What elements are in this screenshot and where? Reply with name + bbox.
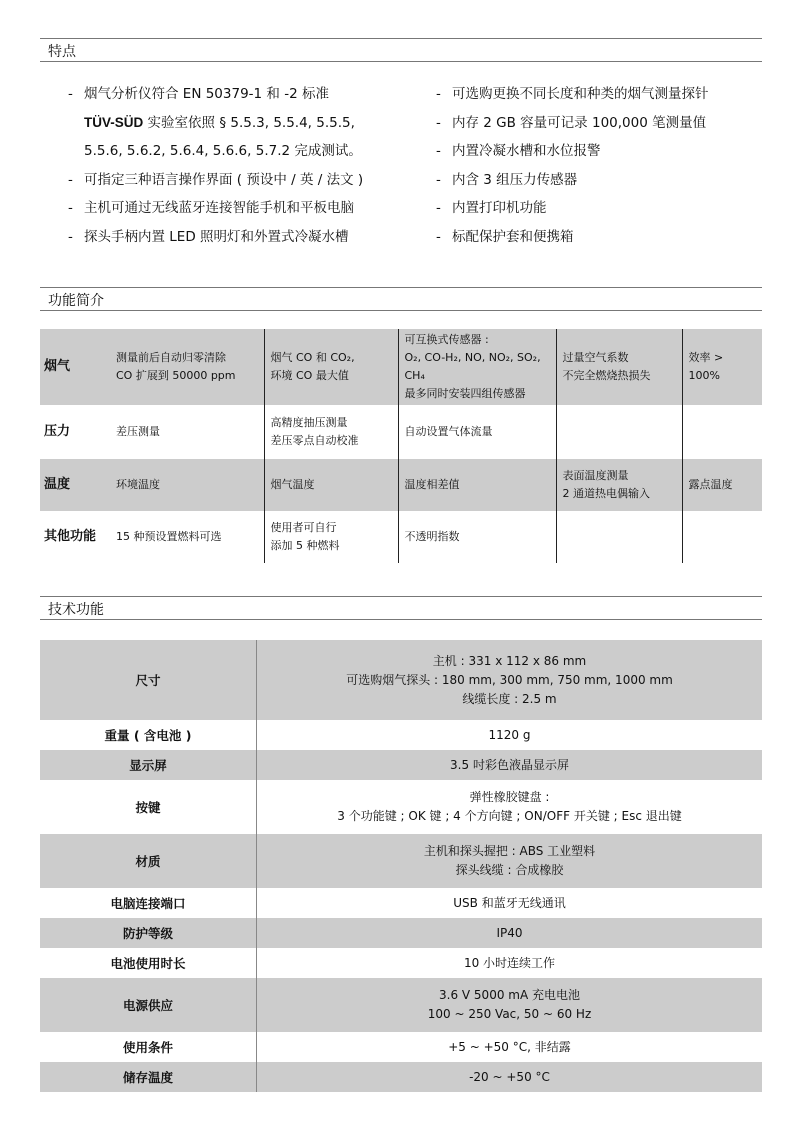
table-cell: 差压测量 [110,405,264,459]
spec-value: USB 和蓝牙无线通讯 [257,888,763,918]
spec-value: 主机和探头握把 : ABS 工业塑料 探头线缆 : 合成橡胶 [257,834,763,888]
functions-table [40,329,762,563]
table-row [40,640,762,720]
table-cell [556,405,682,459]
table-cell: 使用者可自行 添加 5 种燃料 [264,511,398,563]
functions-section-title: 功能简介 [48,293,104,309]
feature-item: - 内含 3 组压力传感器 [436,171,578,188]
feature-item: - 探头手柄内置 LED 照明灯和外置式冷凝水槽 [68,228,349,245]
table-cell: 可互换式传感器 : O₂, CO-H₂, NO, NO₂, SO₂, CH₄ 最多同时安装四组传感器 [398,329,556,405]
category-cell: 温度 [40,459,110,511]
table-row [40,1062,762,1092]
spec-value: 10 小时连续工作 [257,948,763,978]
table-cell: 温度相差值 [398,459,556,511]
table-row [40,918,762,948]
feature-item: TÜV-SÜD 实验室依照 § 5.5.3, 5.5.4, 5.5.5, 5.5.6, 5.6.2, 5.6.4, 5.6.6, 5.7.2 完成测试。 [84,114,362,160]
spec-label: 储存温度 [40,1062,257,1092]
table-row [40,948,762,978]
tuv-sud-label: TÜV-SÜD [84,114,144,130]
table-row [40,459,762,511]
features-right-column [436,80,766,252]
features-list [0,80,800,260]
table-cell: 高精度抽压测量 差压零点自动校准 [264,405,398,459]
table-cell: 露点温度 [682,459,762,511]
feature-item: - 可指定三种语言操作界面 ( 预设中 / 英 / 法文 ) [68,171,364,188]
spec-value: 3.5 吋彩色液晶显示屏 [257,750,763,780]
table-row [40,780,762,834]
category-cell: 其他功能 [40,511,110,563]
features-section-title: 特点 [48,44,76,60]
spec-value: 弹性橡胶键盘 : 3 个功能键 ; OK 键 ; 4 个方向键 ; ON/OFF 开关键 ; Esc 退出键 [257,780,763,834]
spec-label: 使用条件 [40,1032,257,1062]
table-row [40,511,762,563]
features-section-header [40,38,762,62]
feature-item: - 内置冷凝水槽和水位报警 [436,143,601,160]
feature-item: - 标配保护套和便携箱 [436,228,574,245]
table-cell: 效率 > 100% [682,329,762,405]
spec-label: 尺寸 [40,640,257,720]
specs-section-title: 技术功能 [48,602,104,618]
table-cell [682,511,762,563]
spec-value: 1120 g [257,720,763,750]
table-cell: 表面温度测量 2 通道热电偶输入 [556,459,682,511]
spec-label: 重量 ( 含电池 ) [40,720,257,750]
feature-item: - 可选购更换不同长度和种类的烟气测量探针 [436,86,709,102]
table-cell: 烟气 CO 和 CO₂, 环境 CO 最大值 [264,329,398,405]
table-row [40,720,762,750]
table-row [40,834,762,888]
table-cell: 测量前后自动归零清除 CO 扩展到 50000 ppm [110,329,264,405]
table-row [40,750,762,780]
feature-item: - 主机可通过无线蓝牙连接智能手机和平板电脑 [68,200,354,217]
table-row [40,888,762,918]
feature-item: - 内置打印机功能 [436,200,547,217]
spec-label: 材质 [40,834,257,888]
spec-value: IP40 [257,918,763,948]
table-cell: 自动设置气体流量 [398,405,556,459]
category-cell: 烟气 [40,329,110,405]
table-cell: 烟气温度 [264,459,398,511]
spec-label: 防护等级 [40,918,257,948]
table-row [40,978,762,1032]
spec-value: 3.6 V 5000 mA 充电电池 100 ~ 250 Vac, 50 ~ 60 Hz [257,978,763,1032]
functions-section-header [40,287,762,311]
table-cell: 过量空气系数 不完全燃烧热损失 [556,329,682,405]
feature-item: - 内存 2 GB 容量可记录 100,000 笔测量值 [436,114,707,131]
spec-label: 按键 [40,780,257,834]
spec-value: +5 ~ +50 °C, 非结露 [257,1032,763,1062]
table-cell: 15 种预设置燃料可选 [110,511,264,563]
table-cell: 不透明指数 [398,511,556,563]
spec-label: 显示屏 [40,750,257,780]
specs-table [40,640,762,1092]
specs-section-header [40,596,762,620]
table-row [40,405,762,459]
table-cell: 环境温度 [110,459,264,511]
table-row [40,1032,762,1062]
features-left-column [68,80,428,252]
table-row [40,329,762,405]
table-cell [556,511,682,563]
feature-item: - 烟气分析仪符合 EN 50379-1 和 -2 标准 [68,86,329,102]
spec-value: 主机 : 331 x 112 x 86 mm 可选购烟气探头 : 180 mm, 300 mm, 750 mm, 1000 mm 线缆长度 : 2.5 m [257,640,763,720]
category-cell: 压力 [40,405,110,459]
spec-value: -20 ~ +50 °C [257,1062,763,1092]
spec-label: 电源供应 [40,978,257,1032]
spec-label: 电脑连接端口 [40,888,257,918]
table-cell [682,405,762,459]
spec-label: 电池使用时长 [40,948,257,978]
